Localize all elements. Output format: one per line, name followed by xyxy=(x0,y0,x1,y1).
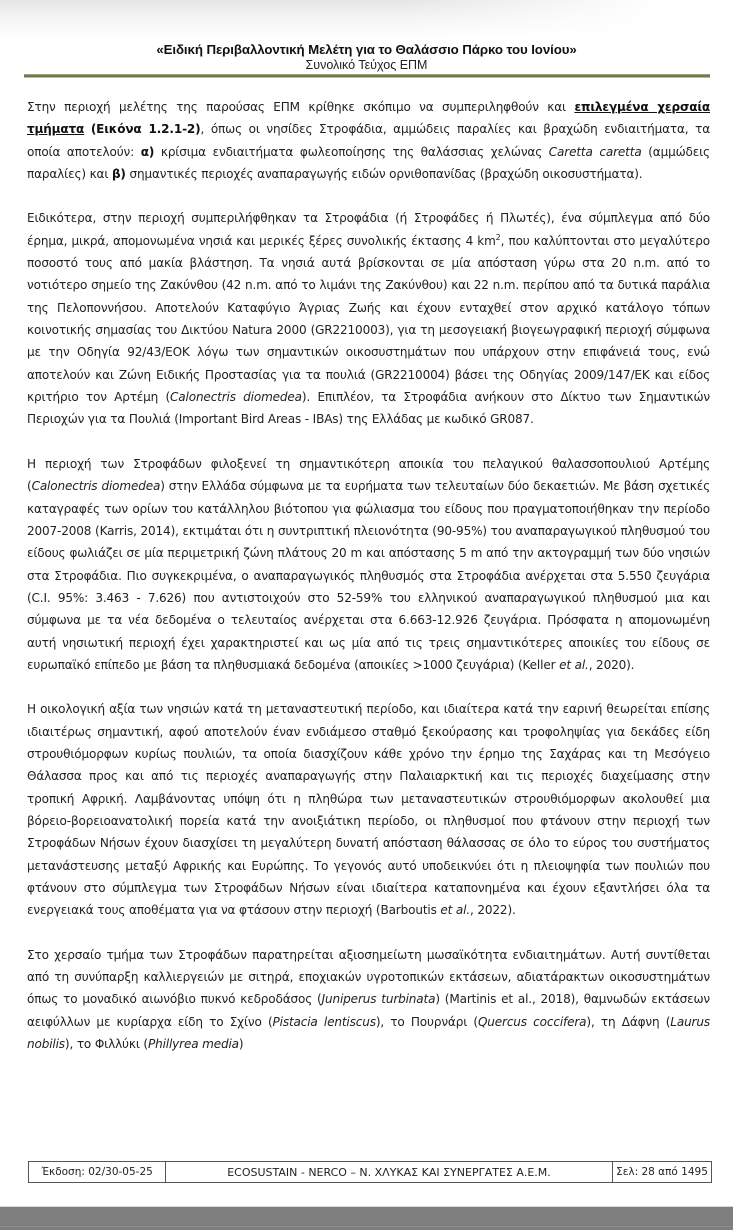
superscript: 2 xyxy=(495,232,501,242)
header-divider xyxy=(24,74,710,78)
paragraph-habitat-mosaic xyxy=(27,944,710,1056)
document-subtitle: Συνολικό Τεύχος ΕΠΜ xyxy=(305,58,428,72)
species-name: Juniperus turbinata xyxy=(321,992,436,1007)
list-label-a: α) xyxy=(140,144,155,159)
footer-page-number: Σελ: 28 από 1495 xyxy=(616,1166,708,1178)
species-name: Laurus nobilis xyxy=(27,1014,710,1052)
text-run: ), το Φιλλύκι ( xyxy=(64,1037,148,1052)
list-label-b: β) xyxy=(111,167,126,182)
footer-company: ECOSUSTAIN - NERCO – Ν. ΧΛΥΚΑΣ ΚΑΙ ΣΥΝΕΡΓΑΤΕΣ Α.Ε.Μ. xyxy=(166,1162,613,1182)
page-footer-table xyxy=(28,1161,712,1183)
text-run: ), τη Δάφνη ( xyxy=(586,1014,671,1029)
paragraph-study-area xyxy=(27,96,710,185)
bottom-bar-line xyxy=(0,1226,733,1227)
text-run: , όπως οι νησίδες Στροφάδια, αμμώδεις παραλίες και βραχώδη ενδιαιτήματα, τα οποία αποτελούν: xyxy=(27,122,710,159)
paragraph-migration-value xyxy=(27,698,710,921)
text-run: ) στην Ελλάδα σύμφωνα με τα ευρήματα των τελευταίων δύο δεκαετιών. Με βάση σχετικές καταγραφές των ορίων του κατάλληλου βιότοπου για φώλιασμα του είδους που πραγματοποιήθηκαν την περίοδο 2007-2008 (Karris, 2014), εκτιμάται ότι η συντριπτική πλειονότητα (90-95%) του αναπαραγωγικού πληθυσμού του είδους φωλιάζει σε μία περιμετρική ζώνη πλάτους 20 m και απόστασης 5 m από την ακτογραμμή των δύο νησιών στα Στροφάδια. Πιο συγκεκριμένα, ο αναπαραγωγικός πληθυσμός στα Στροφάδια ανέρχεται στα 5.550 ζευγάρια (C.I. 95%: 3.463 - 7.626) που αντιστοιχούν στο 52-59% του ελληνικού αναπαραγωγικού πληθυσμού μια και σύμφωνα με τα νέα δεδομένα ο τελευταίος ανέρχεται στα 6.663-12.926 ζευγάρια. Πρόσφατα η απομονωμένη αυτή νησιωτική περιοχή έχει χαρακτηριστεί και ως μία από τις τρεις σημαντικότερες αποικίες του είδους σε ευρωπαϊκό επίπεδο με βάση τα πληθυσμιακά δεδομένα (αποικίες >1000 ζευγάρια) (Keller xyxy=(27,479,710,672)
text-run: (αμμώδεις παραλίες) και xyxy=(27,144,710,182)
text-run: Η περιοχή των Στροφάδων φιλοξενεί τη σημαντικότερη αποικία του πελαγικού θαλασσοπουλιού Αρτέμης ( xyxy=(27,456,710,494)
document-title: «Ειδική Περιβαλλοντική Μελέτη για το Θαλάσσιο Πάρκο του Ιονίου» xyxy=(156,42,577,57)
text-run: σημαντικές περιοχές αναπαραγωγής ειδών ορνιθοπανίδας (βραχώδη οικοσυστήματα). xyxy=(125,167,643,182)
text-run: ), το Πουρνάρι ( xyxy=(375,1014,478,1029)
species-name: Quercus coccifera xyxy=(477,1014,587,1029)
text-run: κρίσιμα ενδιαιτήματα φωλεοποίησης της θαλάσσιας χελώνας xyxy=(154,144,549,159)
citation-etal: et al. xyxy=(440,903,471,918)
text-run: Στην περιοχή μελέτης της παρούσας ΕΠΜ κρίθηκε σκόπιμο να συμπεριληφθούν και xyxy=(27,100,575,114)
species-name: Phillyrea media xyxy=(147,1037,239,1052)
top-edge-shadow xyxy=(0,0,733,38)
paragraph-shearwater-colony xyxy=(27,453,710,676)
viewer-bottom-bar xyxy=(0,1206,733,1230)
species-name: Caretta caretta xyxy=(548,144,642,159)
text-run: ) (Martinis et al., 2018), θαμνωδών εκτάσεων αειφύλλων με κυρίαρχα είδη το Σχίνο ( xyxy=(27,992,710,1029)
document-body xyxy=(27,96,710,1055)
figure-reference[interactable]: (Εικόνα 1.2.1-2) xyxy=(90,122,201,137)
paragraph-strofadia-description xyxy=(27,207,710,430)
footer-edition: Έκδοση: 02/30-05-25 xyxy=(29,1162,166,1182)
text-run: Η οικολογική αξία των νησιών κατά τη μεταναστευτική περίοδο, και ιδιαίτερα κατά την εαρινή θεωρείται επίσης ιδιαιτέρως σημαντική, αφού αποτελούν έναν ενδιάμεσο σταθμό ξεκούρασης και τροφοληψίας για δεκάδες είδη στρουθιόμορφων κυρίως πουλιών, τα οποία διασχίζουν κάθε χρόνο την έρημο της Σαχάρας και τη Μεσόγειο Θάλασσα προς και από τις περιοχές αναπαραγωγής στην Παλαιαρκτική και τις περιοχές διαχείμασης στην τροπική Αφρική. Λαμβάνοντας υπόψη ότι η πληθώρα των μεταναστευτικών στρουθιόμορφων ακολουθεί μια βόρειο-βορειοανατολική πορεία κατά την ανοιξιάτικη περίοδο, οι πληθυσμοί που φτάνουν στην περιοχή των Στροφάδων Νήσων έχουν διασχίσει τη μεγαλύτερη δυνατή απόσταση θάλασσας σε όλο το εύρος του συστήματος μετανάστευσης μεταξύ Αφρικής και Ευρώπης. Το γεγονός αυτό υποδεικνύει ότι η πλειοψηφία των πουλιών που φτάνουν στο σύμπλεγμα των Στροφάδων Νήσων είναι ιδιαίτερα καταπονημένα και έχουν εξαντλήσει όλα τα ενεργειακά τους αποθέματα για να φτάσουν στην περιοχή (Barboutis xyxy=(27,702,710,918)
text-run: Ειδικότερα, στην περιοχή συμπεριλήφθηκαν τα Στροφάδια (ή Στροφάδες ή Πλωτές), ένα σύμπλεγμα από δύο έρημα, μικρά, απομονωμένα νησιά και μερικές ξέρες συνολικής έκτασης 4 km xyxy=(27,211,710,248)
citation-etal: et al. xyxy=(559,657,589,672)
text-run: ). Επιπλέον, τα Στροφάδια ανήκουν στο Δίκτυο των Σημαντικών Περιοχών για τα Πουλιά (Important Bird Areas - IBAs) της Ελλάδας με κωδικό GR087. xyxy=(27,390,710,427)
text-run: , 2022). xyxy=(470,903,516,918)
text-run: , 2020). xyxy=(588,657,635,672)
text-run: ) xyxy=(238,1037,244,1052)
species-name: Calonectris diomedea xyxy=(170,390,302,405)
text-run: Στο χερσαίο τμήμα των Στροφάδων παρατηρείται αξιοσημείωτη μωσαϊκότητα ενδιαιτημάτων. Αυτή συντίθεται από τη συνύπαρξη καλλιεργειών με σιτηρά, εποχιακών υγροτοπικών εκτάσεων, αδιατάρακτων οικοσυστημάτων όπως το μοναδικό αιωνόβιο πυκνό κεδροδάσος ( xyxy=(27,947,710,1007)
text-run: , που καλύπτονται στο μεγαλύτερο ποσοστό τους από μακία βλάστηση. Τα νησιά αυτά βρίσκονται σε μία απόσταση γύρω στα 20 n.m. από το νοτιότερο σημείο της Ζακύνθου (42 n.m. από το λιμάνι της Ζακύνθου) και 22 n.m. περίπου από τα δυτικά παράλια της Πελοποννήσου. Αποτελούν Καταφύγιο Άγριας Ζωής και έχουν ενταχθεί στον αρχικό κατάλογο τόπων κοινοτικής σημασίας του Δικτύου Natura 2000 (GR2210003), για τη μεσογειακή βιογεωγραφική περιοχή σύμφωνα με την Οδηγία 92/43/ΕΟΚ λόγω των σημαντικών οικοσυστημάτων που υπάρχουν στην επιφάνειά τους, ενώ αποτελούν και Ζώνη Ειδικής Προστασίας για τα πουλιά (GR2210004) βάσει της Οδηγίας 2009/147/ΕΚ και είδος κριτήριο τον Αρτέμη ( xyxy=(27,233,710,405)
species-name: Pistacia lentiscus xyxy=(272,1014,376,1029)
document-header xyxy=(0,41,733,73)
text-run xyxy=(84,122,91,136)
species-name: Calonectris diomedea xyxy=(31,479,161,494)
emphasis-selected-land-parts: επιλεγμένα χερσαία τμήματα xyxy=(27,100,710,137)
